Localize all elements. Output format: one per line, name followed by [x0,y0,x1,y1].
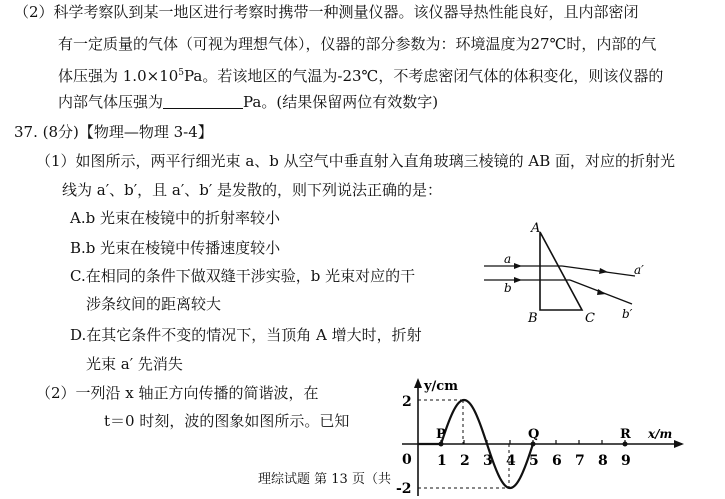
gas-problem-line-3-rest: Pa。若该地区的气温为-23℃，不考虑密闭气体的体积变化，则该仪器的 [184,67,664,85]
ray-b-arrow [514,277,522,283]
point-p-label: P [436,427,446,442]
option-d-line-1: D.在其它条件不变的情况下，当顶角 A 增大时，折射 [70,326,422,344]
x-axis-label: x/m [648,427,673,441]
x-tick-label-8: 8 [598,453,608,469]
gas-problem-line-1: （2）科学考察队到某一地区进行考察时携带一种测量仪器。该仪器导热性能良好，且内部密闭 [14,3,639,21]
ray-b-label: b [504,281,512,295]
option-c-line-1: C.在相同的条件下做双缝干涉实验，b 光束对应的干 [70,267,416,285]
gas-problem-line-2: 有一定质量的气体（可视为理想气体），仪器的部分参数为：环境温度为27℃时，内部的气 [58,35,657,53]
x-tick-label-1: 1 [437,453,447,469]
x-axis-arrow [674,440,684,448]
ray-a-label: a [504,252,512,266]
gas-pressure-exponent: 5 [178,68,185,78]
x-tick-label-5: 5 [529,453,539,469]
answer-blank[interactable] [163,94,243,109]
q37-part2-line-2: t＝0 时刻，波的图象如图所示。已知 [104,412,350,430]
point-q-marker [531,442,536,447]
ray-a-arrow [514,263,522,269]
ray-a-out-arrow [599,268,608,274]
x-tick-label-3: 3 [483,453,493,469]
option-b: B.b 光束在棱镜中传播速度较小 [70,239,281,257]
x-tick-label-6: 6 [552,453,562,469]
vertex-b-label: B [528,311,538,326]
point-r-label: R [620,427,631,442]
origin-label: 0 [402,452,412,468]
gas-answer-suffix: Pa。(结果保留两位有效数字) [243,93,439,111]
option-c-line-2: 涉条纹间的距离较大 [86,295,222,313]
x-tick-label-2: 2 [460,453,470,469]
option-d-line-2: 光束 a′ 先消失 [86,355,183,373]
x-tick-label-9: 9 [621,453,631,469]
q37-part1-line-2: 线为 a′、b′，且 a′、b′ 是发散的，则下列说法正确的是： [62,181,443,199]
vertex-c-label: C [585,311,595,326]
option-a: A.b 光束在棱镜中的折射率较小 [70,209,280,227]
x-tick-label-4: 4 [506,453,516,469]
gas-problem-line-4 [58,92,438,112]
q37-part2-line-1: （2）一列沿 x 轴正方向传播的简谐波，在 [36,384,319,402]
prism-triangle [540,232,582,310]
ray-a-out-label: a′ [634,263,644,277]
x-tick-label-7: 7 [575,453,585,469]
y-axis-label: y/cm [424,379,458,394]
y-axis-arrow [414,378,422,388]
point-q-label: Q [528,427,540,442]
y-tick-pos-label: 2 [402,394,412,410]
question-37-header: 37. (8分)【物理—物理 3-4】 [14,123,213,141]
gas-pressure-text: 体压强为 1.0×10 [58,67,179,85]
q37-part1-line-1: （1）如图所示，两平行细光束 a、b 从空气中垂直射入直角玻璃三棱镜的 AB 面，对应的折射光 [36,152,676,170]
y-tick-neg-label: -2 [396,481,412,497]
ray-b-out-arrow [597,289,606,295]
refracted-ray-a [562,266,635,276]
wave-figure [392,376,692,499]
page-footer: 理综试题 第 13 页（共 [258,472,391,487]
ray-b-out-label: b′ [622,307,633,321]
vertex-a-label: A [531,221,541,236]
point-r-marker [623,442,628,447]
gas-problem-line-3 [58,63,663,86]
point-p-marker [439,442,444,447]
prism-figure [470,218,670,333]
gas-answer-prefix: 内部气体压强为 [58,93,164,111]
